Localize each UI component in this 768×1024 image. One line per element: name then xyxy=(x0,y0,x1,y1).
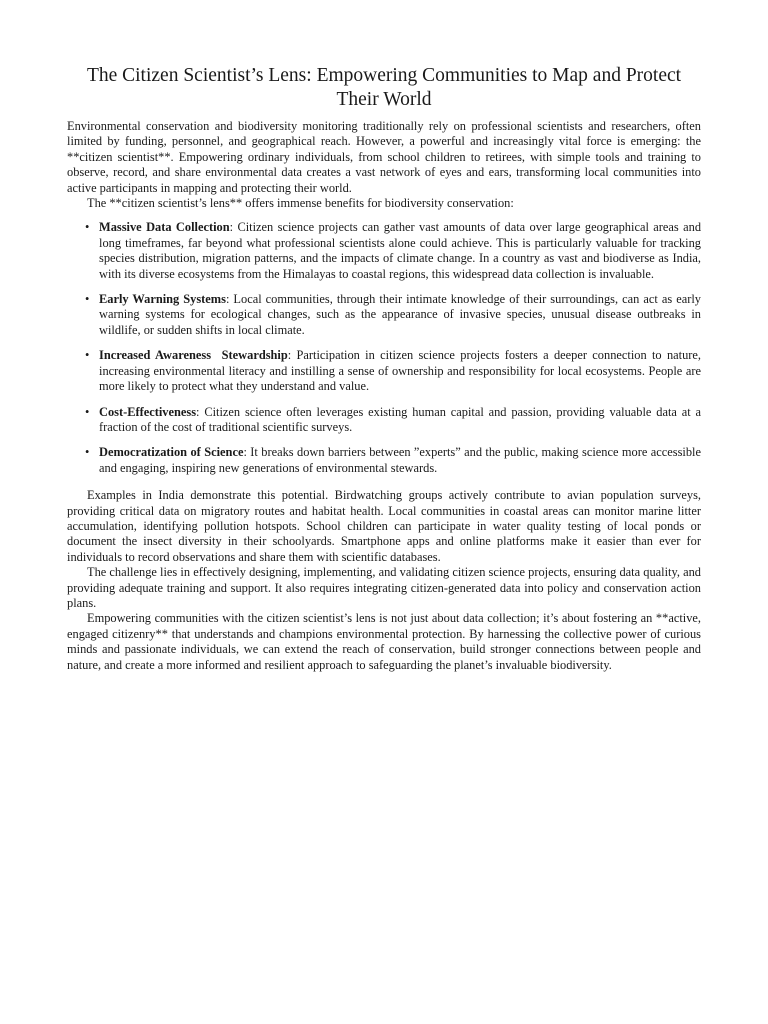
bullet-icon: • xyxy=(85,445,90,460)
benefit-text: : It breaks down barriers between ”experts” and the public, making science more accessible and engaging, inspiring new generations of environmental stewards. xyxy=(99,445,701,475)
challenge-paragraph: The challenge lies in effectively designing, implementing, and validating citizen science projects, ensuring data quality, and providing adequate training and support. It also requires integrating citizen-generated data into policy and conservation action plans. xyxy=(67,565,701,610)
document-title: The Citizen Scientist’s Lens: Empowering Communities to Map and Protect Their World xyxy=(86,65,682,110)
benefits-list xyxy=(67,220,701,476)
lens-intro-paragraph: The **citizen scientist’s lens** offers immense benefits for biodiversity conservation: xyxy=(87,196,514,211)
benefit-term: Massive Data Collection xyxy=(99,220,230,235)
benefit-text: : Participation in citizen science projects fosters a deeper connection to nature, increasing environmental literacy and instilling a sense of ownership and responsibility for local ecosystems. People are more likely to protect what they understand and value. xyxy=(99,348,701,394)
list-item xyxy=(85,292,701,338)
intro-paragraph: Environmental conservation and biodiversity monitoring traditionally rely on professional scientists and researchers, often limited by funding, personnel, and geographical reach. However, a powerful and increasingly vital force is emerging: the **citizen scientist**. Empowering ordinary individuals, from school children to retirees, with simple tools and training to observe, record, and share environmental data creates a vast network of eyes and ears, transforming local communities into active participants in mapping and protecting their world. xyxy=(67,119,701,195)
document-page xyxy=(67,64,701,673)
benefit-term: Increased Awareness Stewardship xyxy=(99,348,288,363)
benefit-text: : Citizen science projects can gather vast amounts of data over large geographical areas and long timeframes, far beyond what professional scientists alone could achieve. This is particularly valuable for tracking species distribution, migration patterns, and the impacts of climate change. In a country as vast and biodiverse as India, with its diverse ecosystems from the Himalayas to coastal regions, this widespread data collection is invaluable. xyxy=(99,220,702,281)
list-item xyxy=(85,445,701,476)
list-item xyxy=(85,404,701,436)
benefit-text: : Citizen science often leverages existing human capital and passion, providing valuable data at a fraction of the cost of traditional scientific surveys. xyxy=(99,404,701,434)
bullet-icon: • xyxy=(85,292,90,307)
list-item xyxy=(85,348,701,394)
benefit-term: Early Warning Systems xyxy=(99,292,226,307)
bullet-icon: • xyxy=(85,348,90,363)
bullet-icon: • xyxy=(85,220,90,235)
benefit-term: Cost-Effectiveness xyxy=(99,404,197,419)
conclusion-paragraph: Empowering communities with the citizen scientist’s lens is not just about data collection; it’s about fostering an **active, engaged citizenry** that understands and champions environmental protection. By harnessing the collective power of curious minds and passionate individuals, we can extend the reach of conservation, build stronger connections between people and nature, and create a more informed and resilient approach to safeguarding the planet’s invaluable biodiversity. xyxy=(67,611,701,672)
examples-paragraph: Examples in India demonstrate this potential. Birdwatching groups actively contribute to avian population surveys, providing critical data on migratory routes and habitat health. Local communities in coastal areas can monitor marine litter accumulation, identifying pollution hotspots. School children can participate in water quality testing of local ponds or document the insect diversity in their schoolyards. Smartphone apps and online platforms make it easier than ever for individuals to record observations and share them with scientific databases. xyxy=(67,488,701,564)
list-item xyxy=(85,220,702,282)
bullet-icon: • xyxy=(85,404,90,419)
benefit-text: : Local communities, through their intimate knowledge of their surroundings, can act as early warning systems for ecological changes, such as the appearance of invasive species, unusual disease outbreaks in wildlife, or sudden shifts in local climate. xyxy=(99,292,701,337)
benefit-term: Democratization of Science xyxy=(99,445,244,460)
